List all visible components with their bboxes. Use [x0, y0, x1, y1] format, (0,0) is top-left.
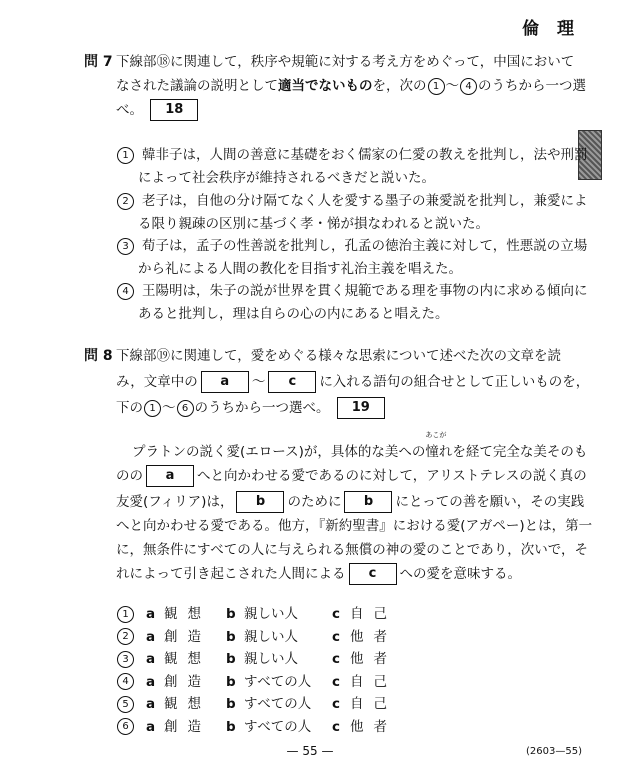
- choice-row[interactable]: [116, 715, 397, 738]
- choice-key-b: b: [226, 673, 236, 690]
- q7-emphasis: 適当でないもの: [278, 78, 373, 94]
- choice-key-c-cell: [332, 719, 350, 735]
- choice-value-a-cell: [164, 625, 226, 645]
- q8-stem-line2: み，文章中の a 〜 c に入れる語句の組合せとして正しいものを，: [116, 370, 589, 394]
- answer-box-19[interactable]: 19: [337, 397, 385, 419]
- q8-stem-line3: 下の 1 〜 6 のうちから一つ選べ。 19: [116, 396, 388, 420]
- choice-row[interactable]: [116, 602, 397, 625]
- choice-key-c: c: [332, 718, 341, 735]
- choice-key-b: b: [226, 628, 236, 645]
- blank-box-b: b: [236, 491, 284, 513]
- choice-value-c-cell: [350, 602, 397, 622]
- choice-value-c-cell: [350, 625, 397, 645]
- q7-option-text-cont: から礼による人間の教化を目指す礼治主義を唱えた。: [138, 261, 462, 277]
- choice-key-a: a: [146, 628, 156, 645]
- choice-key-c: c: [332, 651, 341, 667]
- choice-key-c: c: [332, 628, 341, 645]
- choice-value-a: 創造: [164, 628, 211, 645]
- circled-number-icon: 5: [117, 696, 134, 713]
- circled-number-icon: 3: [117, 651, 134, 668]
- circled-number-icon: 2: [117, 193, 134, 210]
- choice-key-c-cell: [332, 606, 350, 622]
- blank-box-a: a: [201, 371, 249, 393]
- choice-value-c-cell: [350, 670, 397, 690]
- choice-table: [116, 602, 397, 737]
- subject-title: 倫 理: [522, 19, 580, 39]
- q7-option-text: 韓非子は，人間の善意に基礎をおく儒家の仁愛の教えを批判し，法や刑罰: [142, 147, 588, 163]
- choice-key-b-cell: [226, 696, 244, 712]
- choice-row[interactable]: [116, 625, 397, 648]
- q7-option[interactable]: [116, 279, 588, 300]
- choice-key-b: b: [226, 696, 236, 712]
- choice-key-b: b: [226, 651, 236, 667]
- page-code: (2603—55): [526, 746, 582, 757]
- choice-key-a-cell: [146, 696, 164, 712]
- circled-number-icon: 1: [117, 147, 134, 164]
- choice-value-b-cell: [244, 670, 332, 690]
- q7-option[interactable]: [116, 189, 588, 210]
- choice-key-a: a: [146, 673, 156, 690]
- choice-value-c-cell: [350, 647, 397, 667]
- q8-label: 問 8: [84, 348, 113, 364]
- choice-value-a-cell: [164, 670, 226, 690]
- choice-key-a: a: [146, 718, 156, 735]
- choice-value-b-cell: [244, 602, 332, 622]
- q7-stem-line2: なされた議論の説明として適当でないものを，次の 1 〜 4 のうちから一つ選: [116, 78, 586, 94]
- circled-number-icon-cell: [116, 628, 146, 645]
- choice-key-c: c: [332, 606, 341, 622]
- choice-value-c: 他者: [350, 651, 397, 667]
- circled-number-icon: 2: [117, 628, 134, 645]
- choice-key-a: a: [146, 651, 156, 667]
- choice-value-b: 親しい人: [244, 651, 298, 667]
- choice-value-a-cell: [164, 692, 226, 712]
- choice-key-c-cell: [332, 696, 350, 712]
- circled-number-icon: 6: [177, 400, 194, 417]
- choice-value-a: 創造: [164, 718, 211, 735]
- choice-key-a-cell: [146, 651, 164, 667]
- choice-key-c: c: [332, 696, 341, 712]
- choice-key-b-cell: [226, 629, 244, 645]
- q7-label: 問 7: [84, 54, 113, 70]
- choice-key-b: b: [226, 718, 236, 735]
- passage-line4: へと向かわせる愛である。他方，『新約聖書』における愛(アガペー)とは，第一: [116, 518, 593, 534]
- q7-option-text-cont: あると批判し，理は自らの心の内にあると唱えた。: [138, 306, 449, 322]
- choice-row[interactable]: [116, 670, 397, 693]
- choice-value-a: 観想: [164, 606, 211, 622]
- circled-number-icon: 4: [117, 283, 134, 300]
- choice-value-a: 観想: [164, 696, 211, 712]
- circled-number-icon: 6: [117, 718, 134, 735]
- choice-key-a-cell: [146, 674, 164, 690]
- choice-value-b-cell: [244, 715, 332, 735]
- circled-number-icon-cell: [116, 718, 146, 735]
- choice-key-b-cell: [226, 674, 244, 690]
- choice-key-a-cell: [146, 606, 164, 622]
- choice-value-c: 自己: [350, 696, 397, 712]
- q7-stem-line3: べ。 18: [116, 98, 201, 122]
- choice-value-a-cell: [164, 715, 226, 735]
- q7-stem-line1: 下線部⑱に関連して，秩序や規範に対する考え方をめぐって，中国において: [116, 54, 575, 70]
- blank-box-c: c: [268, 371, 316, 393]
- choice-value-c-cell: [350, 692, 397, 712]
- choice-value-b: 親しい人: [244, 606, 298, 622]
- choice-value-b-cell: [244, 692, 332, 712]
- blank-box-b: b: [344, 491, 392, 513]
- q8-stem-line1: 下線部⑲に関連して，愛をめぐる様々な思索について述べた次の文章を読: [116, 348, 561, 364]
- choice-key-c-cell: [332, 674, 350, 690]
- circled-number-icon-cell: [116, 673, 146, 690]
- choice-row[interactable]: [116, 692, 397, 715]
- circled-number-icon-cell: [116, 606, 146, 623]
- choice-key-b-cell: [226, 719, 244, 735]
- choice-value-c: 自己: [350, 673, 397, 690]
- choice-value-b: 親しい人: [244, 628, 298, 645]
- choice-value-a: 観想: [164, 651, 211, 667]
- circled-number-icon: 1: [428, 78, 445, 95]
- q7-option-text: 老子は，自他の分け隔てなく人を愛する墨子の兼愛説を批判し，兼愛によ: [142, 193, 588, 209]
- q7-option[interactable]: [116, 234, 587, 255]
- choice-key-a: a: [146, 606, 156, 622]
- q7-option-text: 王陽明は，朱子の説が世界を貫く規範である理を事物の内に求める傾向に: [142, 283, 588, 299]
- circled-number-icon-cell: [116, 651, 146, 668]
- choice-value-c: 他者: [350, 628, 397, 645]
- choice-row[interactable]: [116, 647, 397, 670]
- passage-line3: 友愛(フィリア)は， b のために b にとっての善を願い，その実践: [116, 490, 584, 513]
- passage-line6: れによって引き起こされた人間による c への愛を意味する。: [116, 562, 521, 585]
- choice-key-c-cell: [332, 629, 350, 645]
- choice-value-c-cell: [350, 715, 397, 735]
- choice-key-c: c: [332, 673, 341, 690]
- passage-line5: に，無条件にすべての人に与えられる無償の神の愛のことであり，次いで，そ: [116, 542, 588, 558]
- passage-line1: プラトンの説く愛(エロース)が，具体的な美への あこが 憧れを経て完全な美そのも: [132, 431, 588, 460]
- q7-option-text-cont: る限り親疎の区別に基づく孝・悌が損なわれると説いた。: [138, 216, 489, 232]
- blank-box-c: c: [349, 563, 397, 585]
- blank-box-a: a: [146, 465, 194, 487]
- circled-number-icon-cell: [116, 696, 146, 713]
- choice-key-b-cell: [226, 651, 244, 667]
- answer-box-18[interactable]: 18: [150, 99, 198, 121]
- circled-number-icon: 3: [117, 238, 134, 255]
- choice-value-c: 他者: [350, 718, 397, 735]
- choice-value-b: すべての人: [244, 718, 312, 735]
- choice-value-a: 創造: [164, 673, 211, 690]
- choice-key-b-cell: [226, 606, 244, 622]
- choice-key-c-cell: [332, 651, 350, 667]
- choice-key-a-cell: [146, 629, 164, 645]
- choice-value-c: 自己: [350, 606, 397, 622]
- choice-value-a-cell: [164, 602, 226, 622]
- circled-number-icon: 4: [117, 673, 134, 690]
- choice-key-a-cell: [146, 719, 164, 735]
- passage-line2: のの a へと向かわせる愛であるのに対して，アリストテレスの説く真の: [116, 464, 587, 487]
- choice-key-a: a: [146, 696, 156, 712]
- q7-option-text: 荀子は，孟子の性善説を批判し，孔孟の徳治主義に対して，性悪説の立場: [142, 238, 588, 254]
- choice-value-b-cell: [244, 647, 332, 667]
- circled-number-icon: 4: [460, 78, 477, 95]
- circled-number-icon: 1: [144, 400, 161, 417]
- circled-number-icon: 1: [117, 606, 134, 623]
- page-number: — 55 —: [286, 744, 334, 758]
- q7-option-text-cont: によって社会秩序が維持されるべきだと説いた。: [138, 170, 435, 186]
- choice-value-b-cell: [244, 625, 332, 645]
- choice-value-a-cell: [164, 647, 226, 667]
- choice-key-b: b: [226, 606, 236, 622]
- choice-value-b: すべての人: [244, 696, 312, 712]
- choice-value-b: すべての人: [244, 673, 312, 690]
- q7-option[interactable]: [116, 143, 588, 164]
- ruby-word: あこが 憧: [425, 431, 447, 460]
